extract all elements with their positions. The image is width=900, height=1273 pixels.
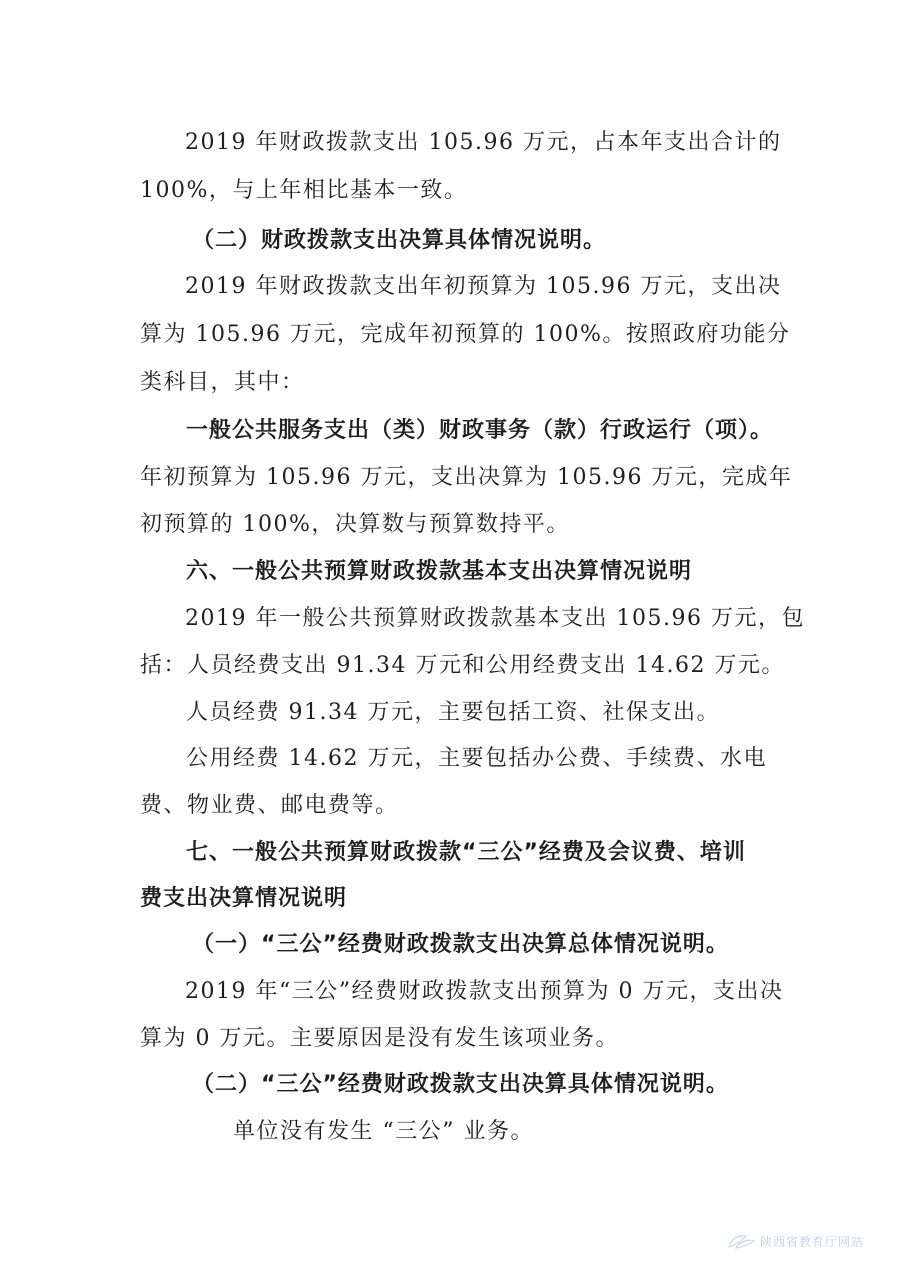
- section-heading: （二）“三公”经费财政拨款支出决算具体情况说明。: [192, 1072, 729, 1097]
- paragraph-line: 单位没有发生 “三公” 业务。: [233, 1119, 534, 1144]
- section-heading: 一般公共服务支出（类）财政事务（款）行政运行（项）。: [186, 418, 774, 443]
- paragraph-line: 算为 0 万元。主要原因是没有发生该项业务。: [140, 1026, 619, 1051]
- paragraph-line: 初预算的 100%，决算数与预算数持平。: [140, 512, 570, 537]
- paragraph-line: 100%，与上年相比基本一致。: [140, 178, 468, 203]
- leaf-logo-icon: [726, 1232, 756, 1250]
- paragraph-line: 公用经费 14.62 万元，主要包括办公费、手续费、水电: [186, 746, 767, 771]
- paragraph-line: 年初预算为 105.96 万元，支出决算为 105.96 万元，完成年: [140, 465, 793, 490]
- chapter-heading: 六、一般公共预算财政拨款基本支出决算情况说明: [186, 559, 693, 584]
- paragraph-line: 算为 105.96 万元，完成年初预算的 100%。按照政府功能分: [140, 322, 791, 347]
- section-heading: （二）财政拨款支出决算具体情况说明。: [192, 228, 607, 253]
- paragraph-line: 2019 年财政拨款支出 105.96 万元，占本年支出合计的: [185, 130, 782, 155]
- chapter-heading: 费支出决算情况说明: [140, 886, 348, 911]
- chapter-heading: 七、一般公共预算财政拨款“三公”经费及会议费、培训: [186, 840, 746, 865]
- section-heading: （一）“三公”经费财政拨款支出决算总体情况说明。: [192, 932, 729, 957]
- paragraph-line: 类科目，其中：: [140, 370, 305, 395]
- watermark-text: 陕西省教育厅网站: [760, 1235, 865, 1249]
- paragraph-line: 2019 年“三公”经费财政拨款支出预算为 0 万元，支出决: [185, 979, 784, 1004]
- paragraph-line: 括：人员经费支出 91.34 万元和公用经费支出 14.62 万元。: [140, 653, 785, 678]
- paragraph-line: 2019 年一般公共预算财政拨款基本支出 105.96 万元，包: [185, 606, 805, 631]
- paragraph-line: 2019 年财政拨款支出年初预算为 105.96 万元，支出决: [185, 274, 782, 299]
- paragraph-line: 人员经费 91.34 万元，主要包括工资、社保支出。: [186, 700, 720, 725]
- paragraph-line: 费、物业费、邮电费等。: [140, 793, 399, 818]
